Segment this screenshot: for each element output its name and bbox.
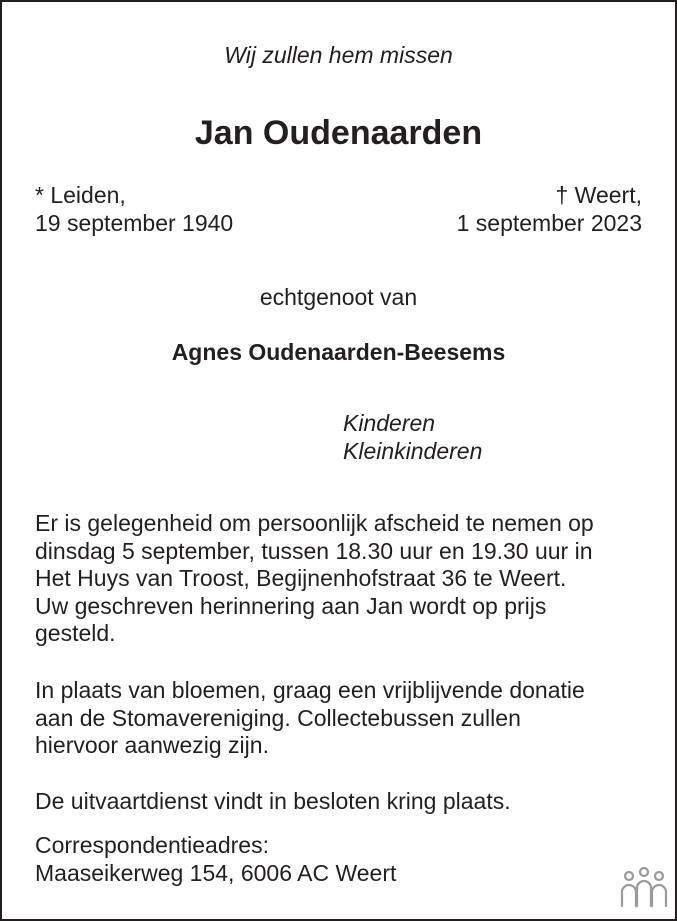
birth-date: 19 september 1940 <box>35 210 234 236</box>
family-children: Kinderen <box>343 410 436 436</box>
correspondence-block <box>35 832 655 887</box>
person-head <box>640 868 648 876</box>
death-place: † Weert, <box>555 182 642 208</box>
person-head <box>655 872 663 880</box>
paragraph-line: In plaats van bloemen, graag een vrijblijvende donatie <box>35 677 585 703</box>
correspondence-address: Maaseikerweg 154, 6006 AC Weert <box>35 859 397 886</box>
person-body <box>652 885 666 906</box>
farewell-paragraph <box>35 510 655 648</box>
partner-name: Agnes Oudenaarden-Beesems <box>171 339 506 365</box>
paragraph-line: gesteld. <box>35 620 116 646</box>
relation-label: echtgenoot van <box>259 284 418 310</box>
person-body <box>622 885 636 906</box>
paragraph-line: De uitvaartdienst vindt in besloten kring plaats. <box>35 788 511 814</box>
people-group-icon <box>619 866 669 910</box>
paragraph-line: Er is gelegenheid om persoonlijk afscheid te nemen op <box>35 510 594 536</box>
paragraph-line: Uw geschreven herinnering aan Jan wordt op prijs <box>35 592 547 619</box>
motto: Wij zullen hem missen <box>224 42 453 68</box>
paragraph-line: aan de Stomavereniging. Collectebussen zullen <box>35 704 521 731</box>
birth-place: * Leiden, <box>35 182 126 208</box>
person-body <box>637 881 651 906</box>
person-head <box>625 872 633 880</box>
paragraph-line: dinsdag 5 september, tussen 18.30 uur en 19.30 uur in <box>35 537 593 564</box>
service-paragraph <box>35 788 655 816</box>
family-grandchildren: Kleinkinderen <box>343 438 483 464</box>
paragraph-line: Het Huys van Troost, Begijnenhofstraat 36 te Weert. <box>35 565 567 591</box>
paragraph-line: hiervoor aanwezig zijn. <box>35 732 269 758</box>
death-date: 1 september 2023 <box>456 210 642 236</box>
correspondence-label: Correspondentieadres: <box>35 832 269 858</box>
donation-paragraph <box>35 677 655 760</box>
deceased-name: Jan Oudenaarden <box>194 114 483 152</box>
